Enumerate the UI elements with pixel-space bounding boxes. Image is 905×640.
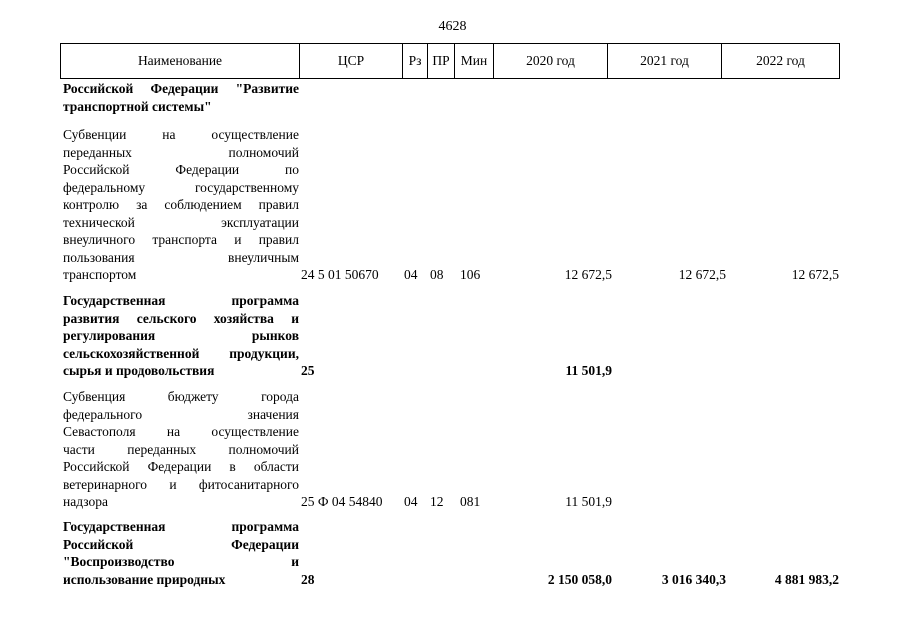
row-name-line: сельскохозяйственной продукции, bbox=[63, 345, 299, 361]
row-name-line: Российской Федерации bbox=[63, 536, 299, 552]
row-name-line: Субвенции на осуществление bbox=[63, 127, 299, 142]
row-name-line: "Воспроизводство и bbox=[63, 554, 299, 569]
row-name-line: переданных полномочий bbox=[63, 144, 299, 160]
row-name-line: надзора bbox=[63, 494, 108, 509]
row-name-line: федеральному государственному bbox=[63, 179, 299, 195]
column-header-2021: 2021 год bbox=[608, 44, 722, 79]
row-cell-y2021: 12 672,5 bbox=[678, 267, 726, 282]
page-number: 4628 bbox=[438, 19, 467, 34]
row-name bbox=[63, 80, 299, 115]
row-name-line: регулирования рынков bbox=[63, 328, 299, 343]
row-name-line: Российской Федерации по bbox=[63, 162, 299, 177]
row-cell-csr: 25 Ф 04 54840 bbox=[301, 494, 383, 509]
row-name bbox=[63, 518, 299, 588]
row-name-line: части переданных полномочий bbox=[63, 441, 299, 457]
row-name-line: Субвенция бюджету города bbox=[63, 389, 299, 404]
column-header-min: Мин bbox=[455, 44, 494, 79]
column-header-2022: 2022 год bbox=[722, 44, 840, 79]
row-name bbox=[63, 388, 299, 511]
row-name-line: Севастополя на осуществление bbox=[63, 424, 299, 439]
row-cell-rz: 04 bbox=[404, 494, 418, 509]
row-cell-min: 081 bbox=[460, 494, 481, 509]
row-name-line: Государственная программа bbox=[63, 293, 299, 308]
row-name-line: Российской Федерации "Развитие bbox=[63, 81, 299, 96]
row-name-line: развития сельского хозяйства и bbox=[63, 310, 299, 326]
row-name bbox=[63, 126, 299, 284]
row-cell-y2020: 2 150 058,0 bbox=[547, 571, 612, 587]
row-name-line: внеуличного транспорта и правил bbox=[63, 232, 299, 247]
row-name-line: Российской Федерации в области bbox=[63, 459, 299, 474]
row-name-line: пользования внеуличным bbox=[63, 249, 299, 265]
column-header-2020: 2020 год bbox=[494, 44, 608, 79]
row-name-line: контролю за соблюдением правил bbox=[63, 197, 299, 212]
column-header-pr: ПР bbox=[428, 44, 455, 79]
row-cell-csr: 28 bbox=[301, 571, 315, 587]
row-cell-pr: 08 bbox=[430, 267, 444, 282]
row-name-line: сырья и продовольствия bbox=[63, 363, 215, 378]
row-cell-csr: 25 bbox=[301, 363, 315, 378]
row-cell-min: 106 bbox=[460, 267, 481, 282]
column-header-rz: Рз bbox=[403, 44, 428, 79]
row-cell-y2021: 3 016 340,3 bbox=[661, 571, 726, 587]
row-cell-rz: 04 bbox=[404, 267, 418, 282]
row-name-line: технической эксплуатации bbox=[63, 214, 299, 230]
column-header-csr: ЦСР bbox=[300, 44, 403, 79]
row-cell-y2020: 11 501,9 bbox=[565, 363, 612, 378]
row-name-line: использование природных bbox=[63, 571, 226, 587]
row-cell-csr: 24 5 01 50670 bbox=[301, 267, 379, 282]
row-name-line: транспортной системы" bbox=[63, 98, 212, 114]
row-name-line: транспортом bbox=[63, 267, 137, 282]
row-name bbox=[63, 292, 299, 380]
row-name-line: ветеринарного и фитосанитарного bbox=[63, 476, 299, 492]
row-cell-y2020: 11 501,9 bbox=[565, 494, 612, 509]
row-cell-y2022: 12 672,5 bbox=[791, 267, 839, 282]
table-header bbox=[60, 43, 840, 79]
column-header-name: Наименование bbox=[61, 44, 300, 79]
row-cell-pr: 12 bbox=[430, 494, 444, 509]
row-name-line: Государственная программа bbox=[63, 519, 299, 534]
row-name-line: федерального значения bbox=[63, 406, 299, 422]
row-cell-y2022: 4 881 983,2 bbox=[774, 571, 839, 587]
row-cell-y2020: 12 672,5 bbox=[564, 267, 612, 282]
